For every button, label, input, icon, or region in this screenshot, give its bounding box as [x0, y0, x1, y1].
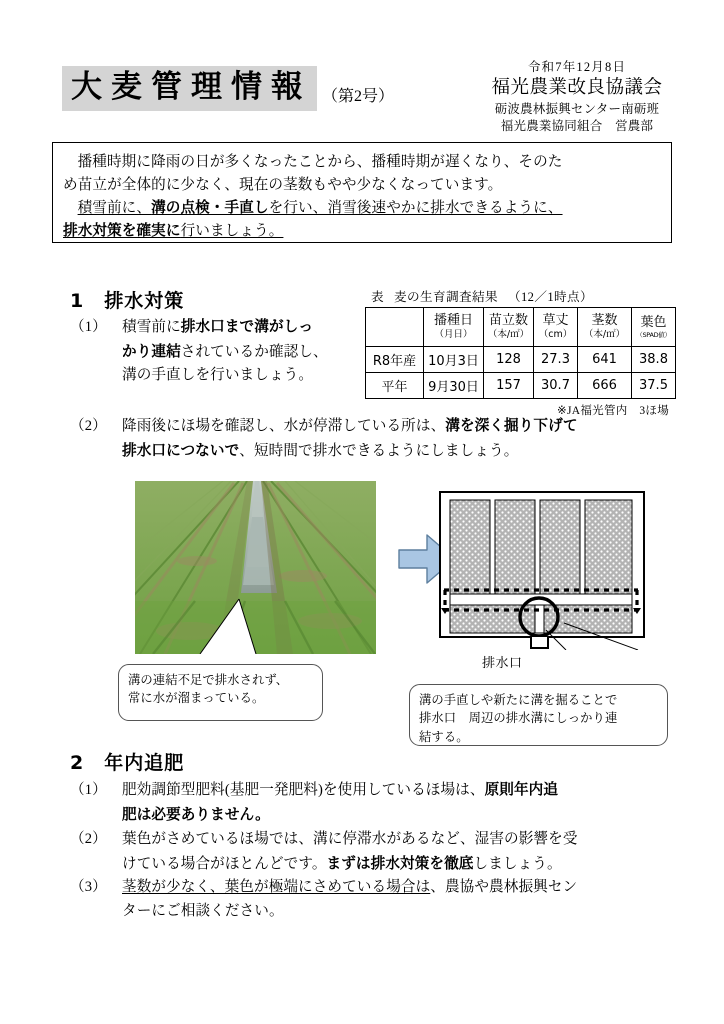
drainage-diagram	[438, 490, 646, 650]
table-cell: 128	[484, 347, 534, 373]
callout-right-line-1: 溝の手直しや新たに溝を掘ることで	[419, 693, 618, 707]
intro-line-4: 排水対策を確実に行いましょう。	[63, 221, 284, 239]
table-cell: 38.8	[632, 347, 676, 373]
intro-line-2: め苗立が全体的に少なく、現在の茎数もやや少なくなっています。	[63, 176, 503, 193]
table-col-header-0	[366, 308, 424, 347]
section-1-item-1: （1） 積雪前に排水口まで溝がしっ かり連結されているか確認し、 溝の手直しを行いましょう。	[70, 318, 328, 384]
section-1-number: 1	[70, 290, 85, 312]
callout-left	[118, 664, 323, 721]
section-2-item-3: （3） 茎数が少なく、葉色が極端にさめている場合は、農協や農林振興セン ターにご相談ください。	[70, 876, 680, 923]
table-header-row	[366, 308, 676, 347]
table-row	[366, 373, 676, 399]
section-2-title: 年内追肥	[104, 752, 185, 774]
section-1-item-2: （2） 降雨後にほ場を確認し、水が停滞している所は、溝を深く掘り下げて 排水口につないで、短時間で排水できるようにしましょう。	[70, 417, 578, 459]
section-2-item-1: （1） 肥効調節型肥料(基肥一発肥料)を使用しているほ場は、原則年内追 肥は必要ありません。	[70, 781, 559, 823]
title-block	[62, 66, 394, 111]
table-caption: 表 麦の生育調査結果 （12／1時点）	[371, 290, 594, 304]
field-photo-svg	[135, 481, 376, 654]
issuer-block	[462, 58, 692, 136]
issuer-sub-2: 福光農業協同組合 営農部	[500, 119, 654, 134]
table-col-header-5: 葉色 （SPAD値）	[632, 308, 676, 347]
intro-line-3: 積雪前に、溝の点検・手直しを行い、消雪後速やかに排水できるように、	[77, 198, 563, 216]
table-cell: 641	[578, 347, 632, 373]
table-footnote: ※JA福光管内 3ほ場	[557, 405, 669, 417]
table-row-label: R8年産	[366, 347, 424, 373]
document-header	[0, 58, 724, 134]
issue-number: （第2号）	[322, 87, 395, 105]
list-marker: （3）	[70, 879, 107, 895]
table-col-header-4: 茎数 （本/㎡）	[578, 308, 632, 347]
callout-right-line-3: 結する。	[419, 729, 469, 744]
table-cell: 157	[484, 373, 534, 399]
table-cell: 666	[578, 373, 632, 399]
drainage-diagram-svg	[438, 490, 646, 650]
list-marker: （1）	[70, 319, 107, 335]
list-marker: （1）	[70, 782, 107, 798]
list-marker: （2）	[70, 831, 107, 847]
issuer-name: 福光農業改良協議会	[491, 78, 663, 99]
growth-survey-table	[365, 307, 676, 399]
table-col-header-3: 草丈 （cm）	[534, 308, 578, 347]
callout-left-line-2: 常に水が溜まっている。	[128, 691, 265, 706]
section-1-heading	[70, 286, 184, 313]
callout-left-line-1: 溝の連結不足で排水されず、	[128, 673, 289, 687]
outlet-label: 排水口	[482, 655, 523, 670]
table-cell: 37.5	[632, 373, 676, 399]
issue-date: 令和7年12月8日	[527, 60, 627, 74]
list-marker: （2）	[70, 418, 107, 434]
section-1-title: 排水対策	[104, 290, 185, 312]
table-cell: 30.7	[534, 373, 578, 399]
issuer-sub-1: 砺波農林振興センター南砺班	[494, 102, 660, 117]
table-cell: 10月3日	[424, 347, 484, 373]
callout-right	[409, 684, 668, 746]
table-row-label: 平年	[366, 373, 424, 399]
table-row	[366, 347, 676, 373]
table-cell: 9月30日	[424, 373, 484, 399]
intro-box	[52, 142, 672, 243]
table-col-header-1: 播種日 （月日）	[424, 308, 484, 347]
growth-survey-table-block	[365, 286, 675, 418]
intro-line-1: 播種時期に降雨の日が多くなったことから、播種時期が遅くなり、そのた	[77, 154, 563, 170]
section-2-number: 2	[70, 752, 85, 774]
callout-right-line-2: 排水口 周辺の排水溝にしっかり連	[419, 711, 618, 726]
section-2-heading	[70, 748, 184, 775]
field-photo	[135, 481, 376, 654]
table-col-header-2: 苗立数 （本/㎡）	[484, 308, 534, 347]
page-title: 大麦管理情報	[62, 66, 317, 111]
table-cell: 27.3	[534, 347, 578, 373]
section-2-item-2: （2） 葉色がさめているほ場では、溝に停滞水があるなど、湿害の影響を受 けている場合がほとんどです。まずは排水対策を徹底しましょう。	[70, 828, 680, 876]
